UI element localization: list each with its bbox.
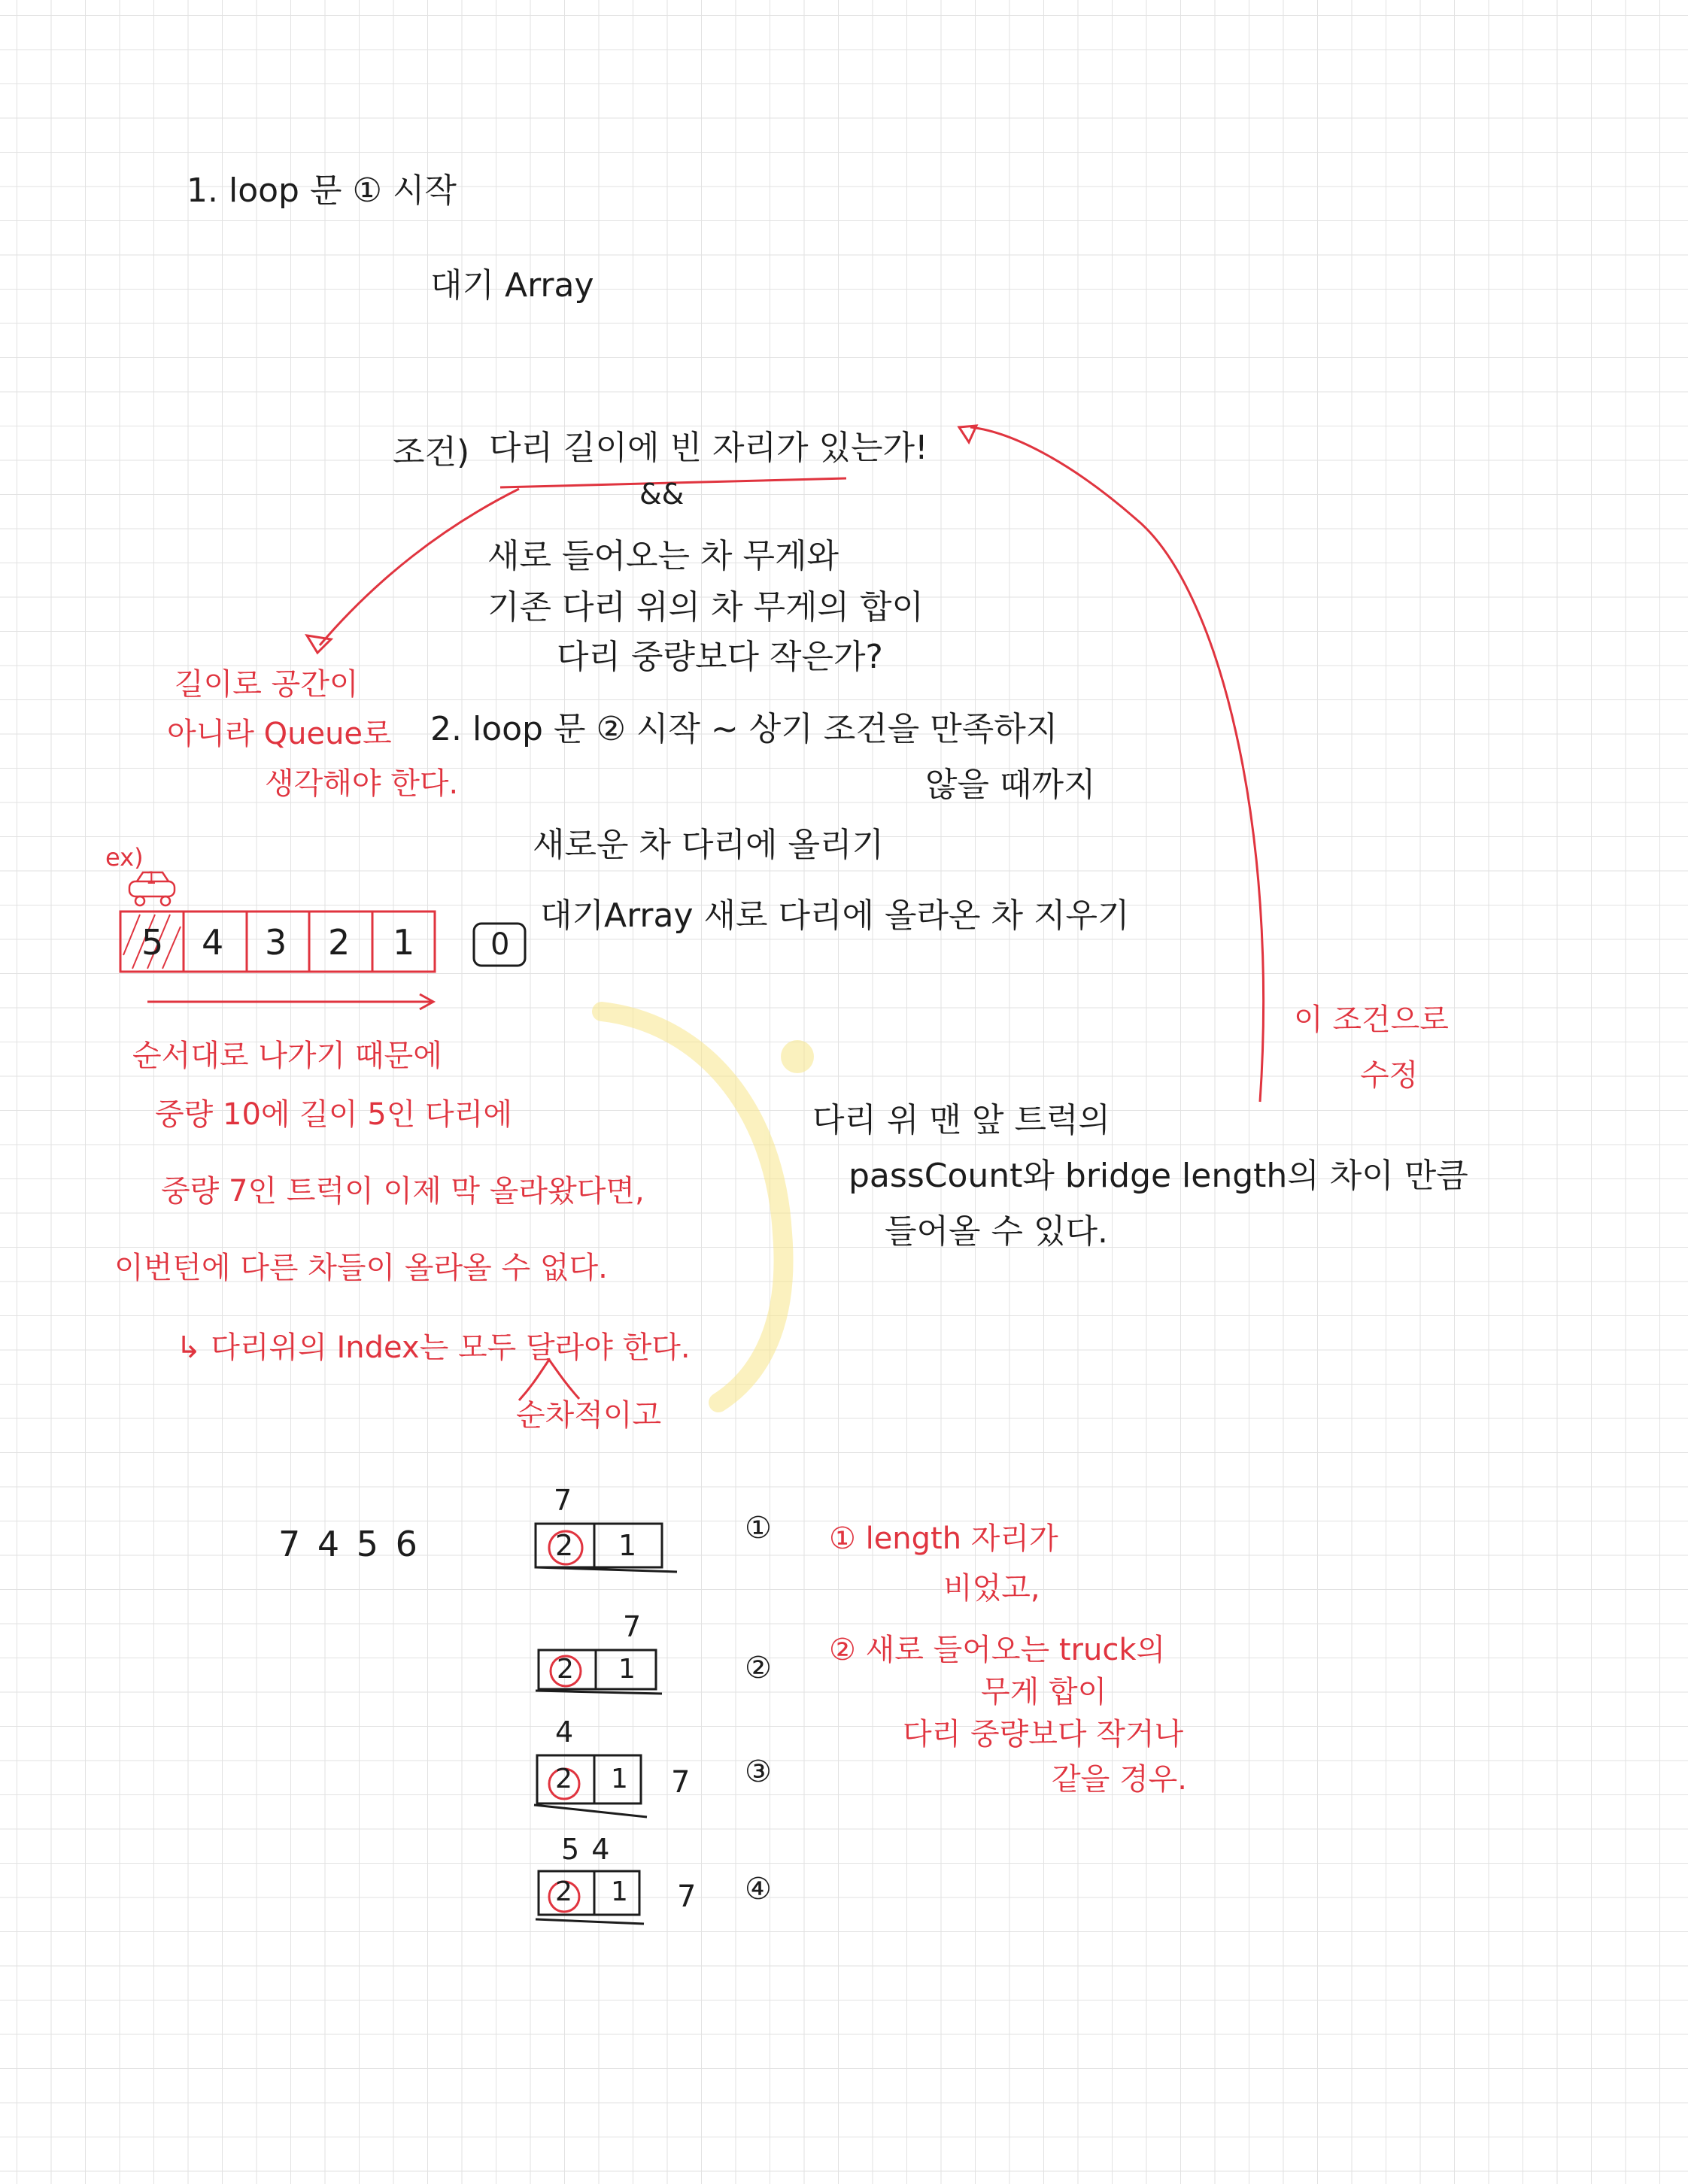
fix-note-1: 이 조건으로	[1294, 1003, 1449, 1037]
condition-prefix: 조건)	[393, 433, 470, 472]
step-2-action-1: 새로운 차 다리에 올리기	[533, 826, 884, 864]
trace-2-cell-1: 2	[557, 1654, 574, 1685]
order-note-4: 이번턴에 다른 차들이 올라올 수 없다.	[114, 1251, 608, 1285]
waiting-trucks: 7 4 5 6	[278, 1524, 417, 1564]
rule-2-line-2: 무게 합이	[981, 1675, 1107, 1709]
queue-example-diagram	[120, 869, 525, 1009]
passcount-line-2: passCount와 bridge length의 차이 만큼	[849, 1157, 1468, 1195]
arrow-fix-to-condition	[959, 426, 1264, 1102]
step-2: 2. loop 문 ② 시작 ~ 상기 조건을 만족하지	[430, 710, 1058, 748]
rule-2-line-3: 다리 중량보다 작거나	[903, 1717, 1184, 1752]
trace-3-label: ③	[745, 1755, 772, 1789]
passcount-line-3: 들어올 수 있다.	[885, 1212, 1108, 1251]
trace-1-above: 7	[554, 1484, 572, 1517]
condition-line-4: 다리 중량보다 작은가?	[557, 638, 883, 676]
insertion-caret	[519, 1360, 579, 1400]
car-number: 1	[146, 869, 156, 888]
step-2-cont: 않을 때까지	[925, 766, 1096, 804]
rule-1-line-1: ① length 자리가	[829, 1521, 1058, 1556]
trace-3-above: 4	[555, 1715, 574, 1749]
trace-4-cell-2: 1	[611, 1876, 628, 1907]
rule-2-line-4: 같을 경우.	[1052, 1762, 1187, 1797]
order-note-1: 순서대로 나가기 때문에	[132, 1039, 442, 1073]
queue-cell-5: 1	[393, 922, 415, 963]
direction-arrow	[147, 994, 433, 1009]
queue-note-3: 생각해야 한다.	[265, 766, 459, 801]
step-1: 1. loop 문 ① 시작	[187, 171, 457, 210]
queue-cell-2: 4	[202, 922, 224, 963]
trace-1-label: ①	[745, 1511, 772, 1545]
trace-3-cell-2: 1	[611, 1764, 628, 1794]
order-note-2: 중량 10에 길이 5인 다리에	[155, 1097, 512, 1132]
example-label: ex)	[105, 843, 144, 872]
trace-1-cell-1: 2	[555, 1529, 574, 1562]
rule-1-line-2: 비었고,	[943, 1571, 1040, 1606]
condition-line-3: 기존 다리 위의 차 무게의 합이	[487, 588, 924, 626]
wait-array-label: 대기 Array	[430, 266, 594, 305]
trace-2-above: 7	[623, 1610, 642, 1643]
condition-line-2: 새로 들어오는 차 무게와	[487, 537, 839, 575]
passcount-line-1: 다리 위 맨 앞 트럭의	[812, 1101, 1110, 1139]
trace-2-cell-2: 1	[618, 1654, 636, 1685]
trace-1-cell-2: 1	[618, 1529, 637, 1562]
trace-4-cell-1: 2	[555, 1876, 572, 1907]
rule-2-line-1: ② 새로 들어오는 truck의	[829, 1633, 1166, 1667]
fix-note-2: 수정	[1360, 1058, 1419, 1093]
and-operator: &&	[639, 478, 685, 511]
step-2-action-2: 대기Array 새로 다리에 올라온 차 지우기	[540, 896, 1130, 935]
queue-cell-3: 3	[265, 922, 287, 963]
trace-4-above: 5 4	[561, 1833, 610, 1866]
index-note-insert: 순차적이고	[516, 1398, 662, 1433]
queue-cell-4: 2	[328, 922, 351, 963]
queue-note-2: 아니라 Queue로	[167, 717, 392, 751]
queue-cell-1: 5	[141, 922, 164, 963]
trace-3-cell-1: 2	[555, 1764, 572, 1794]
order-note-3: 중량 7인 트럭이 이제 막 올라왔다면,	[161, 1174, 645, 1209]
trace-4-right: 7	[677, 1879, 697, 1914]
queue-note-1: 길이로 공간이	[175, 667, 359, 702]
condition-line-1: 다리 길이에 빈 자리가 있는가!	[489, 429, 928, 467]
trace-4-label: ④	[745, 1872, 772, 1906]
trace-3-right: 7	[671, 1765, 691, 1800]
index-note: ↳ 다리위의 Index는 모두 달라야 한다.	[176, 1330, 691, 1365]
trace-2-label: ②	[745, 1651, 772, 1685]
queue-outside-value: 0	[490, 927, 510, 962]
